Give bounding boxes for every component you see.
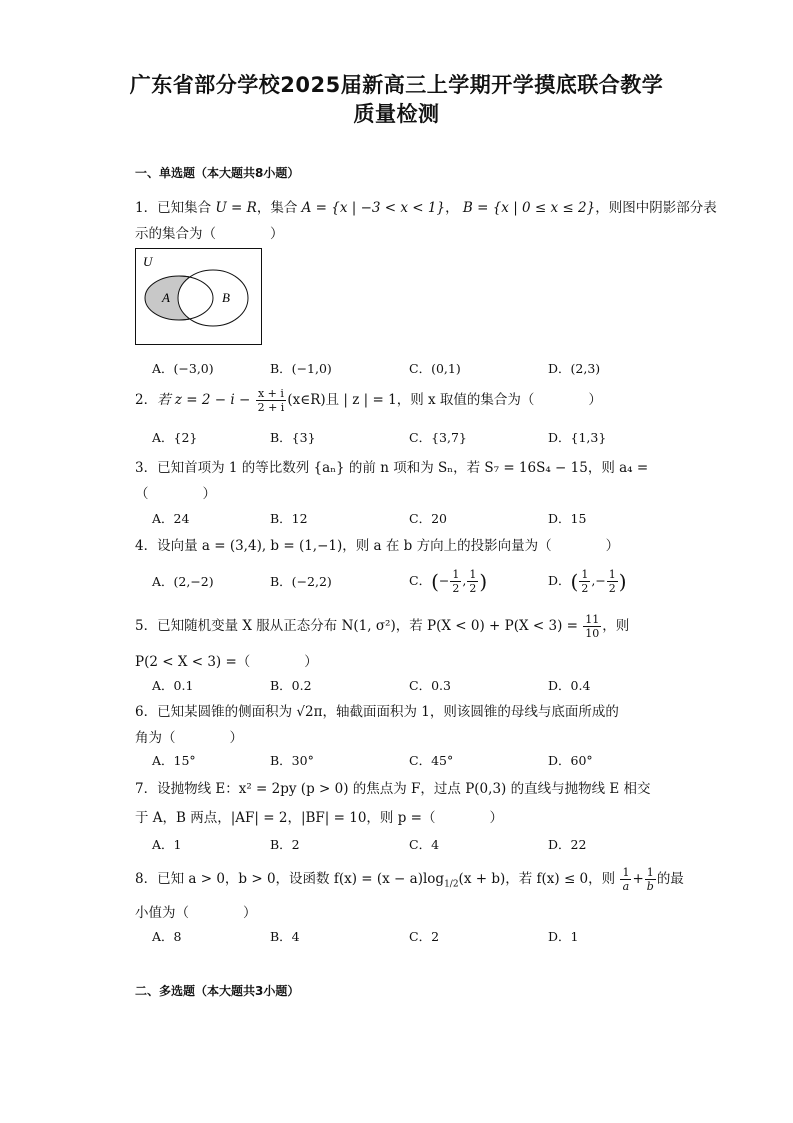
q2-options (152, 428, 672, 448)
q1-option-c[interactable]: C．(0,1) (409, 361, 461, 376)
section-heading-single: 一、单选题（本大题共8小题） (135, 166, 300, 180)
q7-text-a: 设抛物线 E：x² = 2py (p > 0) 的焦点为 F，过点 P(0,3) 的直线与抛物线 E 相交 (157, 781, 651, 797)
section-heading-multi: 二、多选题（本大题共3小题） (135, 984, 300, 998)
q5-option-a[interactable]: A．0.1 (152, 678, 194, 693)
q4-option-c[interactable]: C．(− $\frac{1}{2}$ , $\frac{1}{2}$ ) (409, 568, 488, 595)
q3-number: 3． (135, 460, 158, 476)
q1-option-b[interactable]: B．(−1,0) (270, 361, 332, 376)
q2-option-b[interactable]: B．{3} (270, 430, 316, 445)
q5-line1 (135, 613, 629, 640)
q5-option-c[interactable]: C．0.3 (409, 678, 451, 693)
q6-option-c[interactable]: C．45° (409, 753, 454, 768)
q1-options (152, 359, 672, 379)
q5-options (152, 676, 672, 696)
q8-fraction-2: $\frac{1}{b}$ (646, 866, 654, 893)
venn-label-A: A (162, 290, 170, 305)
q6-number: 6． (135, 704, 158, 720)
q4-options (152, 568, 672, 596)
q7-number: 7． (135, 781, 158, 797)
q5-text-c: P(2 < X < 3) =（ ） (135, 654, 318, 670)
q6-text-a: 已知某圆锥的侧面积为 √2π，轴截面面积为 1，则该圆锥的母线与底面所成的 (157, 704, 619, 720)
q1-number: 1． (135, 200, 158, 216)
q4-option-d[interactable]: D．( $\frac{1}{2}$ ,− $\frac{1}{2}$ ) (548, 568, 627, 595)
q5-number: 5． (135, 618, 158, 634)
q5-option-d[interactable]: D．0.4 (548, 678, 591, 693)
venn-label-B: B (222, 290, 230, 305)
q3-option-a[interactable]: A．24 (152, 511, 190, 526)
q2-text-a: 若 z = 2 − i − (157, 392, 251, 408)
q6-text-b: 角为（ ） (135, 730, 243, 746)
q4-option-b[interactable]: B．(−2,2) (270, 574, 332, 589)
venn-label-U: U (143, 254, 153, 269)
q1-A-def: A = {x | −3 < x < 1} (301, 200, 446, 216)
q8-text-a: 已知 a > 0，b > 0，设函数 f(x) = (x − a)log (157, 871, 445, 887)
exam-title-line2: 质量检测 (353, 102, 440, 126)
q8-line1 (135, 866, 684, 893)
q2-number: 2． (135, 392, 158, 408)
q2-option-d[interactable]: D．{1,3} (548, 430, 607, 445)
venn-diagram (135, 248, 263, 346)
q3-text-b: （ ） (135, 486, 216, 502)
exam-title-line1: 广东省部分学校2025届新高三上学期开学摸底联合教学 (129, 73, 664, 97)
q7-option-d[interactable]: D．22 (548, 837, 587, 852)
q6-line1 (135, 700, 619, 720)
q7-option-b[interactable]: B．2 (270, 837, 300, 852)
q8-plus: + (632, 871, 644, 887)
q3-text-a: 已知首项为 1 的等比数列 {aₙ} 的前 n 项和为 Sₙ，若 S₇ = 16S₄ − 15，则 a₄ = (157, 460, 649, 476)
q7-text-b: 于 A，B 两点，|AF| = 2，|BF| = 10，则 p =（ ） (135, 810, 503, 826)
q6-options (152, 751, 672, 771)
q3-option-d[interactable]: D．15 (548, 511, 587, 526)
q8-option-d[interactable]: D．1 (548, 929, 579, 944)
q5-fraction: $\frac{11}{10}$ (585, 613, 600, 640)
q6-option-d[interactable]: D．60° (548, 753, 593, 768)
q1-sep: ， (445, 200, 459, 216)
q7-option-a[interactable]: A．1 (152, 837, 182, 852)
q1-text-b: ，集合 (256, 200, 298, 216)
q4-option-a[interactable]: A．(2,−2) (152, 574, 214, 589)
q1-text-c: ，则图中阴影部分表 (595, 200, 717, 216)
q1-B-def: B = {x | 0 ≤ x ≤ 2} (462, 200, 596, 216)
q3-options (152, 509, 672, 529)
q1-line1 (135, 196, 717, 216)
q4-number: 4． (135, 538, 158, 554)
q5-text-b: ，则 (602, 618, 630, 634)
q2-text-b: (x∈R)且 | z | = 1，则 x 取值的集合为（ ） (287, 392, 602, 408)
q7-options (152, 835, 672, 855)
q8-option-c[interactable]: C．2 (409, 929, 440, 944)
q8-option-a[interactable]: A．8 (152, 929, 182, 944)
q1-option-a[interactable]: A．(−3,0) (152, 361, 214, 376)
q8-option-b[interactable]: B．4 (270, 929, 300, 944)
q2-option-c[interactable]: C．{3,7} (409, 430, 467, 445)
q8-text-b: (x + b)，若 f(x) ≤ 0，则 (458, 871, 616, 887)
q3-line1 (135, 456, 648, 476)
q1-text-d: 示的集合为（ ） (135, 226, 284, 242)
q3-option-c[interactable]: C．20 (409, 511, 447, 526)
q3-option-b[interactable]: B．12 (270, 511, 308, 526)
q4-line1 (135, 534, 619, 554)
q7-line1 (135, 777, 651, 797)
q2-option-a[interactable]: A．{2} (152, 430, 198, 445)
q8-number: 8． (135, 871, 158, 887)
q6-option-a[interactable]: A．15° (152, 753, 196, 768)
q7-option-c[interactable]: C．4 (409, 837, 440, 852)
q8-log-base: 1/2 (444, 879, 459, 890)
q5-option-b[interactable]: B．0.2 (270, 678, 312, 693)
q8-fraction-1: $\frac{1}{a}$ (622, 866, 630, 893)
q1-option-d[interactable]: D．(2,3) (548, 361, 601, 376)
q6-option-b[interactable]: B．30° (270, 753, 314, 768)
q4-text: 设向量 a = (3,4), b = (1,−1)，则 a 在 b 方向上的投影向量为（ ） (157, 538, 620, 554)
q1-text-a: 已知集合 (157, 200, 212, 216)
q2-fraction: $\frac{x + i}{2 + i}$ (257, 387, 285, 414)
q8-text-c: 的最 (656, 871, 684, 887)
q8-text-d: 小值为（ ） (135, 905, 257, 921)
q2-line1 (135, 387, 602, 414)
q1-U-def: U = R (215, 200, 257, 216)
q8-options (152, 927, 672, 947)
q5-text-a: 已知随机变量 X 服从正态分布 N(1, σ²)，若 P(X < 0) + P(X < 3) = (157, 618, 578, 634)
